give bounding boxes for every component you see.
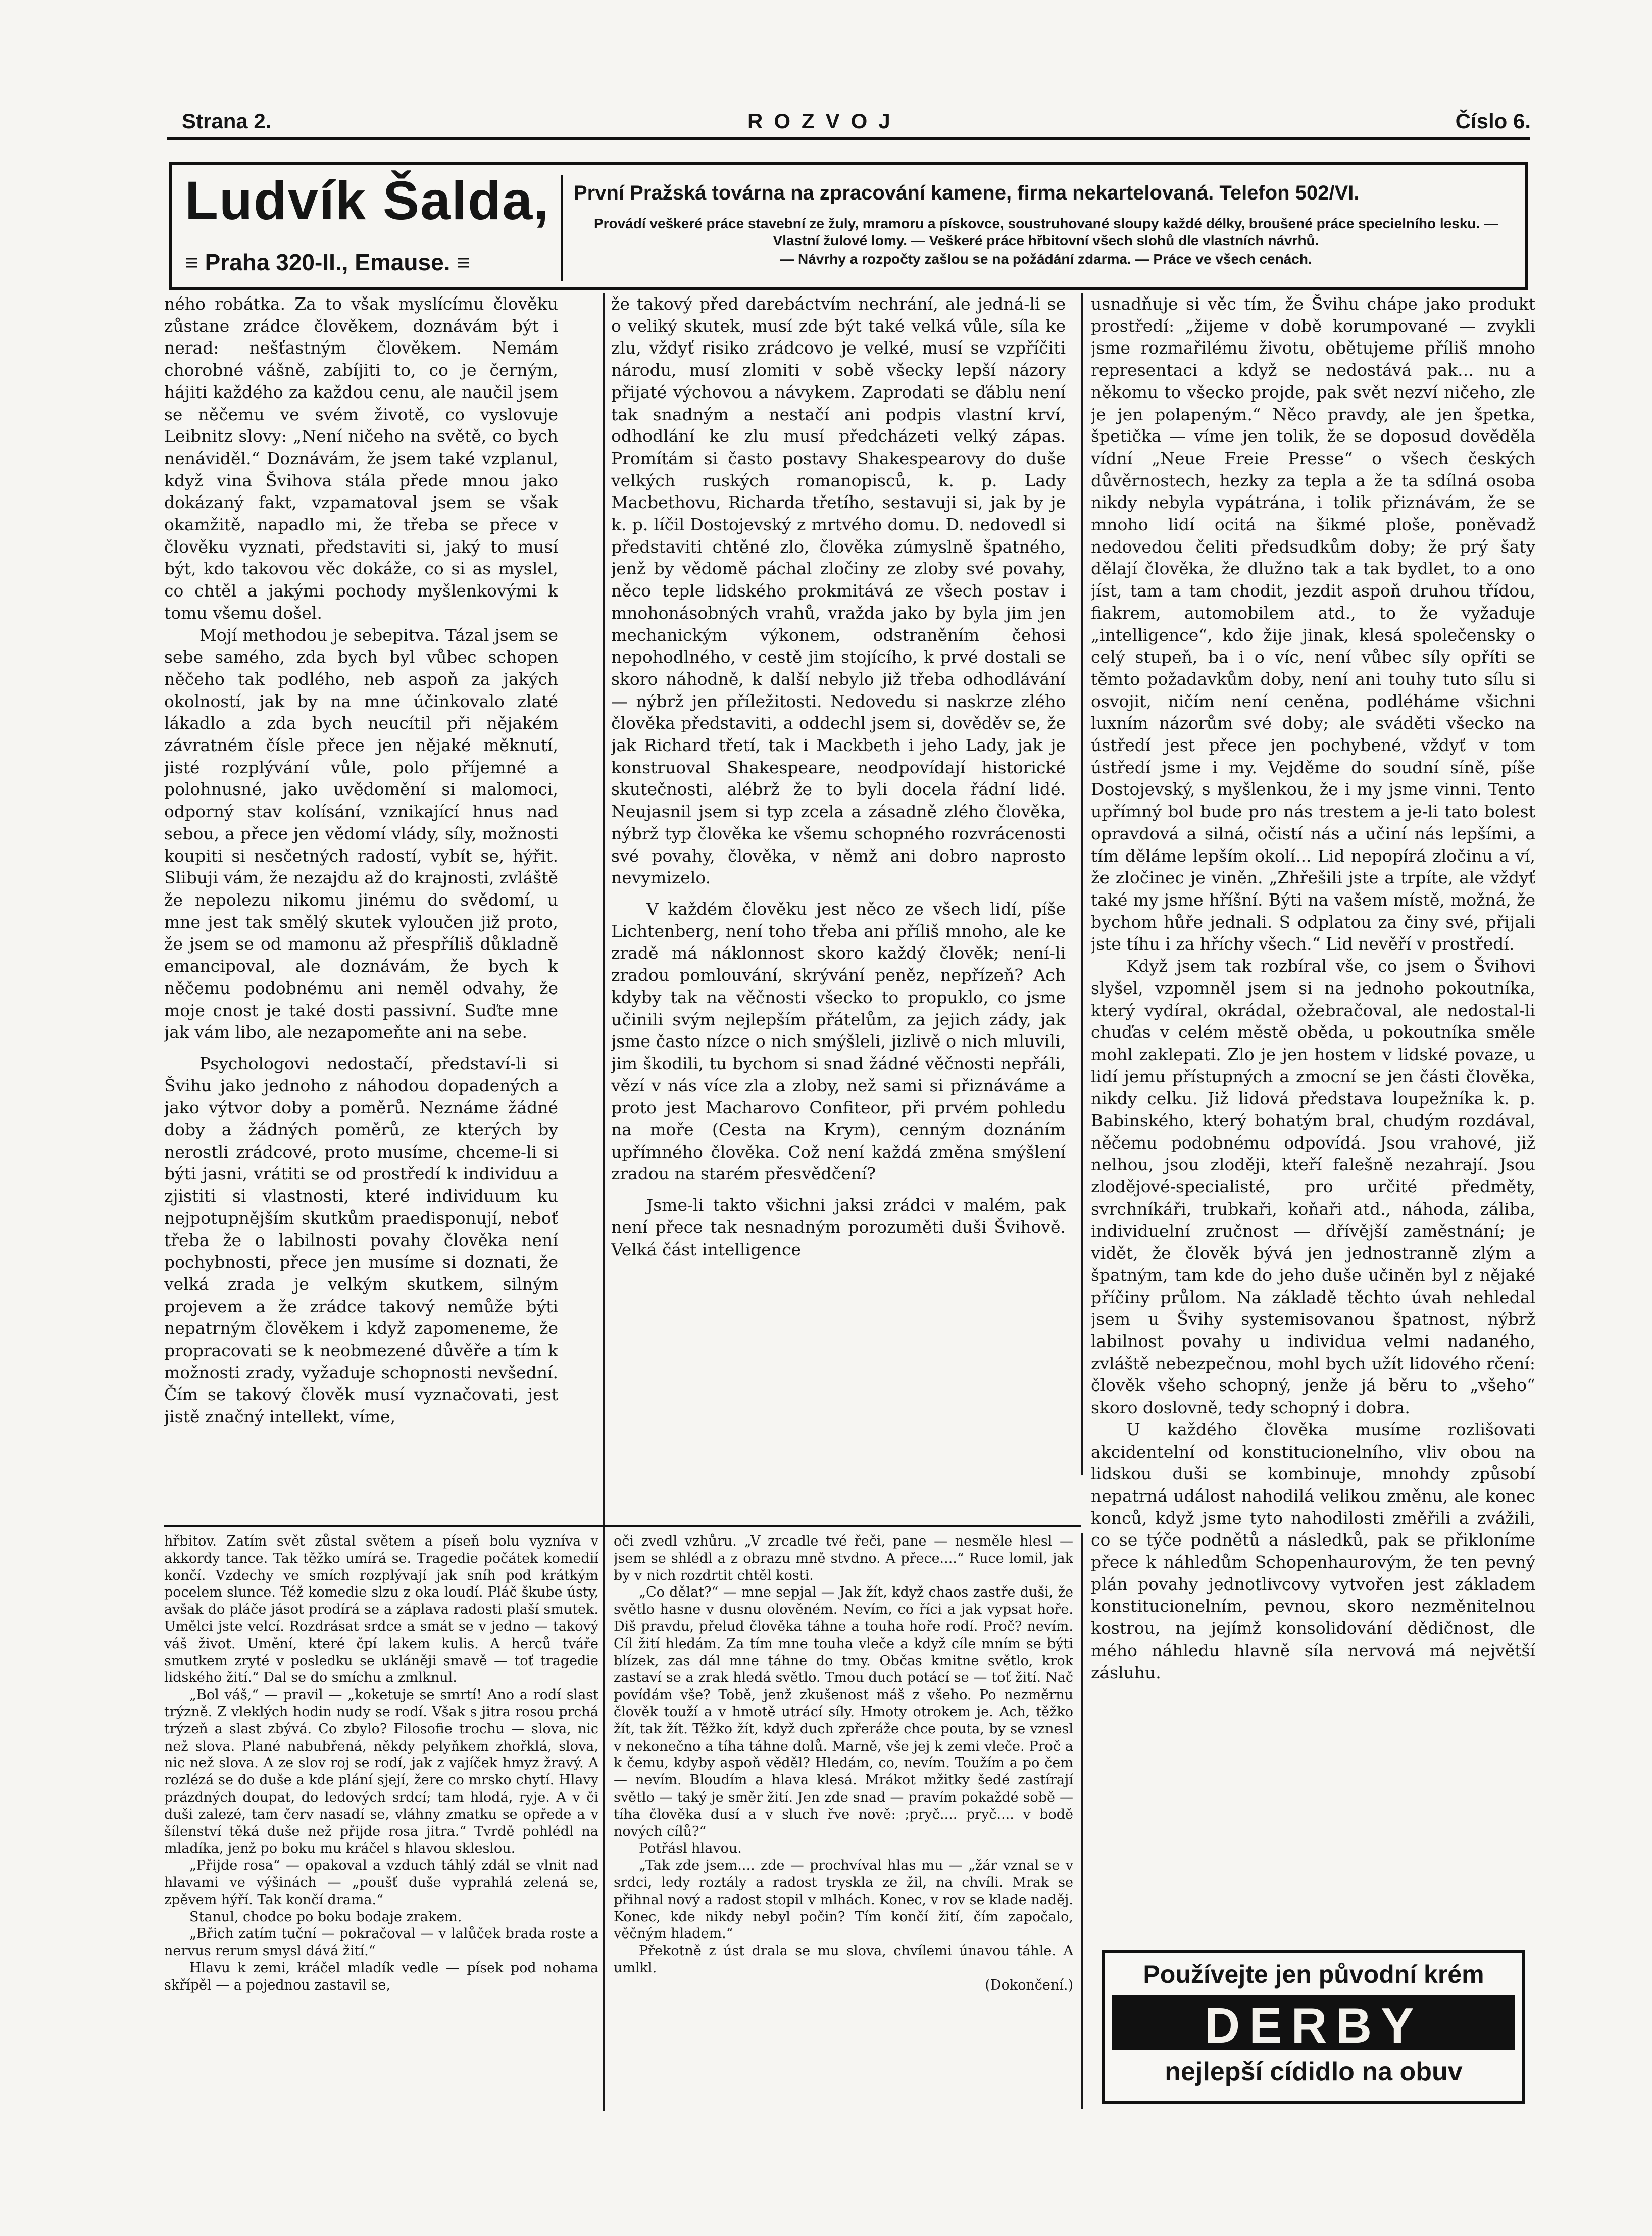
feuilleton-rule bbox=[164, 1525, 1081, 1527]
paragraph: Psychologovi nedostačí, představí-li si Švihu jako jednoho z náhodou dopadených a jako výtvor doby a poměrů. Neznáme žádné doby a žádných poměrů, ze kterých by nerostli zrádcové, proto musíme, chceme-li si býti jasni, vrátiti se od prostředí k individuu a zjistiti si vlastnosti, které individuum ku nejpotupnějším skutkům praedisponují, neboť třeba že o labilnosti povahy člověka není pochybnosti, přece jen musíme si doznati, že velká zrada je velkým skutkem, silným projevem a že zrádce takový nemůže býti nepatrným člověkem i když zapomeneme, že propracovati se k neobmezené důvěře a tím k možnosti zrady, vyžaduje schopnosti nevšední. Čím se takový člověk musí vyznačovati, jest jistě značný intellekt, víme, bbox=[164, 1053, 558, 1427]
paragraph: Jsme-li takto všichni jaksi zrádci v malém, pak není přece tak nesnadným porozuměti duši Švihově. Velká část intelligence bbox=[611, 1195, 1066, 1259]
derby-tagline-bottom: nejlepší cídidlo na obuv bbox=[1165, 2057, 1463, 2086]
derby-brand-band bbox=[1112, 1995, 1515, 2053]
paragraph: „Co dělat?“ — mne sepjal — Jak žít, když chaos zastře duši, že světlo hasne v dusnu olověném. Nevím, co říci a jak vypsat hoře. Diš pravdu, přelud člověka táhne a touha hoře rodí. Proč? nevím. Cíl žití hledám. Za tím mne touha vleče a když cíle mním se býti blízek, zas dál mne táhne do tmy. Občas kmitne světlo, krok zastaví se a zrak hledá světlo. Tmou duch potácí se — toť žití. Nač povídám vše? Tobě, jenž zkušenost máš z všeho. Po nezměrnu člověk touží a v hmotě utrácí síly. Hmoty otrokem je. Ach, těžko žít, tak žít. Těžko žít, když duch zpřeráže chce pouta, by se vznesl v nekonečno a tíha táhne dolů. Marně, vše jej k zemi vleče. Proč a k čemu, kdyby aspoň věděl? Hledám, co, nevím. Toužím a po čem — nevím. Bloudím a hlava klesá. Mrákot mžitky šedé zastírají světlo — taký je směr žití. Jen zde snad — pravím pokaždé sobě — tíha člověka dusí a v sluch řve nově: ;pryč.... pryč.... v bodě nových cílů?“ bbox=[614, 1584, 1073, 1840]
derby-advertisement bbox=[1102, 1950, 1525, 2104]
header-rule bbox=[167, 137, 1530, 140]
article-column-3 bbox=[1091, 293, 1535, 1929]
salda-advertisement bbox=[169, 162, 1528, 290]
paragraph: usnadňuje si věc tím, že Švihu chápe jako produkt prostředí: „žijeme v době korumpované — zvykli jsme rozmařilému životu, obětujeme příliš mnoho representaci a když se nedostává pak... nu a někomu to všecko projde, pak svět nezví ničeho, zle je jen polapeným.“ Něco pravdy, ale jen špetka, špetička — víme jen tolik, že se doposud dověděla vídní „Neue Freie Presse“ o všech českých důvěrnostech, hezky za tepla a že ta sdílná osoba nikdy nebyla vypátrána, i tolik přiznávám, že se mnoho lidí ocitá na šikmé ploše, poněvadž nedovedou čeliti předsudkům doby; že prý šaty dělají člověka, že dlužno tak a tak bydlet, to a ono jíst, tam a tam chodit, jezdit aspoň druhou třídou, fiakrem, automobilem atd., to že vyžaduje „intelligence“, kdo žije jinak, klesá společensky o celý stupeň, ba i o víc, není vůbec síly opříti se těmto požadavkům doby, není ani touhy tuto sílu si osvojit, ničím není ceněna, podléháme všichni luxním názorům své doby; ale sváděti všecko na ústředí jest přece jen pochybené, vždyť v tom ústředí jsme i my. Vejděme do soudní síně, píše Dostojevský, s myšlenkou, že i my jsme vinni. Tento upřímný bol bude pro nás trestem a je-li tato bolest opravdová a silná, očistí nás a učiní nás lepšími, a tím děláme lepším okolí... Lid nepopírá zločinu a ví, že zločinec je viněn. „Zhřešili jste a trpíte, ale vždyť také my jsme hříšní. Býti na vašem místě, možná, že bychom hůře jednali. S odplatou za činy své, přijali jste tíhu i za hříchy všech.“ Lid nevěří v prostředí. bbox=[1091, 294, 1535, 954]
article-column-2 bbox=[611, 293, 1066, 1480]
paragraph: U každého člověka musíme rozlišovati akcidentelní od konstitucionelního, vliv obou na lidskou duši se kombinuje, mnohdy způsobí nepatrná událost nahodilá velikou změnu, ale konec konců, když jsme tyto nahodilosti změřili a zvážili, co se týče podnětů a následků, pak se přikloníme přece k náhledům Schopenhaurovým, že ten pevný plán povahy jednotlivcovy vytvořen jest základem konstitucionelním, pevnou, skoro nezměnitelnou kostrou, na jejímž konsolidování dědičnost, dle mého náhledu hlavně síla nervová má největší zásluhu. bbox=[1091, 1419, 1535, 1682]
derby-brand-name: DERBY bbox=[1204, 1998, 1423, 2053]
paragraph: ného robátka. Za to však myslícímu člověku zůstane zrádce člověkem, doznávám být i nerad: nešťastným člověkem. Nemám chorobné vášně, zabíjiti to, co je černým, hájiti každého za každou cenu, ale naučil jsem se něčemu ve svém životě, co vyslovuje Leibnitz slovy: „Není ničeho na světě, co bych nenáviděl.“ Doznávám, že jsem také vzplanul, když vina Švihova stála přede mnou jako dokázaný fakt, vzpamatoval jsem se však okamžitě, napadlo mi, že třeba se přece v člověku vyznati, představiti si, jaký to musí být, kdo takovou věc dokáže, co si as myslel, co chtěl a jakými pochody myšlenkovými k tomu všemu došel. bbox=[164, 294, 558, 623]
paragraph: „Přijde rosa“ — opakoval a vzduch táhlý zdál se vlnit nad hlavami ve výšinách — „poušť duše vyprahlá zelená se, zpěvem hýří. Tak končí drama.“ bbox=[164, 1858, 598, 1908]
paragraph: že takový před darebáctvím nechrání, ale jedná-li se o veliký skutek, musí zde být také velká vůle, síla ke zlu, vždyť risiko zrádcovo je velké, musí se vzpříčiti národu, musí zlomiti v sobě všecky lepší názory přijaté výchovou a návykem. Zaprodati se ďáblu není tak snadným a nestačí ani podpis vlastní krví, odhodlání ke zlu musí předcházeti velký zápas. Promítám si často postavy Shakespearovy do duše velkých ruských romanopisců, k. p. Lady Macbethovu, Richarda třetího, sestavuji si, jak by je k. p. líčil Dostojevský z mrtvého domu. D. nedovedl si představiti chtěné zlo, člověka zúmyslně špatného, jenž by vědomě páchal zločiny ze zloby své povahy, něco teple lidského prokmitává ze všech postav i mnohonásobných vrahů, vražda jako by byla jim jen mechanickým výkonem, odstraněním čehosi nepohodlného, v cestě jim stojícího, k prvé dostali se skoro náhodně, k další nebylo již třeba odhodlávání — nýbrž jen příležitosti. Nedovedu si naskrze zlého člověka představiti, a oddechl jsem si, dověděv se, že jak Richard třetí, tak i Mackbeth i jeho Lady, jak je konstruoval Shakespeare, neodpovídají historické skutečnosti, alébrž že to byli docela řádní lidé. Neujasnil jsem si typ zcela a zásadně zlého člověka, nýbrž typ člověka ke všemu schopného rozvrácenosti své povahy, člověka, v němž ani dobro naprosto nevymizelo. bbox=[611, 294, 1066, 888]
feuilleton-column-1 bbox=[164, 1533, 598, 2104]
paragraph: Překotně z úst drala se mu slova, chvílemi únavou táhle. A umlkl. bbox=[614, 1943, 1073, 1976]
paragraph: Hlavu k zemi, kráčel mladík vedle — písek pod nohama skřípěl — a pojednou zastavil se, bbox=[164, 1960, 598, 1993]
ad-address: ≡ Praha 320-II., Emause. ≡ bbox=[185, 249, 471, 275]
feuilleton-column-2 bbox=[614, 1533, 1073, 2104]
issue-number: Číslo 6. bbox=[1455, 109, 1531, 133]
ad-divider bbox=[561, 175, 563, 281]
column-divider bbox=[603, 293, 605, 2111]
paragraph: „Tak zde jsem.... zde — prochvíval hlas mu — „žár vznal se v srdci, ledy roztály a radost tryskla ze žil, na chvíli. Mrak se přihnal nový a radost stopil v mlhách. Konec, v rov se klade naděj. Konec, kde nikdy nebyl počin? Tím končí žití, čím započalo, věčným hladem.“ bbox=[614, 1858, 1073, 1942]
paragraph: „Bol váš,“ — pravil — „koketuje se smrtí! Ano a rodí slast trýzně. Z vleklých hodin nudy se rodí. Však s jitra rosou prchá trýzeň a slast zbývá. Co zbylo? Filosofie trochu — slova, nic než slova. Plané nabubřená, někdy pelyňkem zhořklá, slova, nic než slova. A ze slov roj se rodí, jak z vajíček hmyz žravý. A rozlézá se do duše a kde plání sjejí, žere co mrsko chytí. Hlavy prázdných doupat, do ledových srdcí; tam hlodá, ryje. A v či duši zalezé, tam červ nasadí se, vláhny zmatku se opřede a v šílenství těká duše než přijde rosa jitra.“ Tvrdě pohlédl na mladíka, jenž po boku mu kráčel s hlavou skleslou. bbox=[164, 1687, 598, 1857]
column-divider bbox=[1081, 293, 1083, 1475]
ad-footer-note: — Návrhy a rozpočty zašlou se na požádání zdarma. — Práce ve všech cenách. bbox=[780, 251, 1312, 267]
to-be-continued: (Dokončení.) bbox=[985, 1977, 1073, 1993]
ad-headline: První Pražská továrna na zpracování kamene, firma nekartelovaná. Telefon 502/VI. bbox=[574, 182, 1360, 204]
paragraph: „Břich zatím tuční — pokračoval — v lalůček brada roste a nervus rerum smysl dává žití.“ bbox=[164, 1926, 598, 1959]
paragraph: oči zvedl vzhůru. „V zrcadle tvé řeči, pane — nesměle hlesl — jsem se shlédl a z obrazu mně stvdno. A přece....“ Ruce lomil, jak by v nich rozdrtit chtěl kosti. bbox=[614, 1533, 1073, 1583]
paragraph: Když jsem tak rozbíral vše, co jsem o Švihovi slyšel, vzpomněl jsem si na jednoho pokoutníka, který vydíral, okrádal, ožebračoval, ale nedostal-li chuďas v celém městě oběda, u pokoutníka směle mohl zaklepati. Zlo je jen hostem v lidské povaze, u lidí jemu přístupných a zmocní se jen části člověka, nikdy celku. Již lidová představa loupežníka k. p. Babinského, který bohatým bral, chudým rozdával, něčemu podobnému odpovídá. Jsou vrahové, již nelhou, jsou zloději, kteří falešně nezahrají. Jsou zlodějové-specialisté, pro určité předměty, svrchníkáři, trubkaři, koňaři atd., náhoda, záliba, individuelní zručnost — dřívější zaměstnání; je vidět, že člověk bývá jen jednostranně zlým a špatným, tam kde do jeho duše učiněn byl z nějaké příčiny průlom. Na základě těchto úvah nehledal jsem u Švihy systemisovanou špatnost, nýbrž labilnost povahy u individua velmi nadaného, zvláště nebezpečnou, mohl bych užít lidového rčení: člověk všeho schopný, jenže já běru to „všeho“ skoro doslovně, tedy schopný i dobra. bbox=[1091, 956, 1535, 1418]
derby-tagline-top: Používejte jen původní krém bbox=[1143, 1960, 1484, 1989]
column-divider bbox=[1081, 1533, 1083, 2109]
paragraph: hřbitov. Zatím svět zůstal světem a píseň bolu vyzníva v akkordy tance. Tak těžko umírá se. Tragedie počátek komedií končí. Vzdechy ve smích rozplývají jak sníh pod krátkým pocelem slunce. Též komedie slzu z oka loudí. Pláč škube ústy, avšak do pláče jásot prodírá se a záplava radosti plaší smutek. Umělci jste velcí. Rozdrásat srdce a smát se v jedno — takový váš život. Umění, které čpí lakem kulis. A herců tváře smutkem zryté v posledku se ukláněji smavě — toť tragedie lidského žití.“ Dal se do smíchu a zmlknul. bbox=[164, 1533, 598, 1686]
paragraph: Mojí methodou je sebepitva. Tázal jsem se sebe samého, zda bych byl vůbec schopen něčeho tak podlého, neb aspoň za jakých okolností, jak by na mne účinkovalo zlaté lákadlo a zda bych neucítil při nějakém závratném čísle přece jen nějaké měknutí, jisté rozplývání vůle, polo příjemné a polohnusné, jako uvědomění si malomoci, odporný stav kolísání, vznikající hnus nad sebou, a přece jen vědomí vlády, síly, možnosti koupiti si nesčetných radostí, vybít se, hýřit. Slibuji vám, že nezajdu až do krajnosti, zvláště že nepolezu nikomu jinému do svědomí, u mne jest tak smělý skutek vyloučen již proto, že jsem se od mamonu až přespříliš důkladně emancipoval, ale doznávám, že bych k něčemu podobnému ani neměl odvahy, že moje cnost je také dosti passivní. Suďte mne jak vám libo, ale nezapomeňte ani na sebe. bbox=[164, 625, 558, 1042]
masthead-title: ROZVOJ bbox=[747, 109, 902, 133]
paragraph: Stanul, chodce po boku bodaje zrakem. bbox=[189, 1909, 462, 1925]
article-column-1 bbox=[164, 293, 558, 1515]
paragraph: V každém člověku jest něco ze všech lidí, píše Lichtenberg, není toho třeba ani příliš mnoho, ale ke zradě má náklonnost skoro každý člověk; není-li zradou pomlouvání, skrývání peněz, nepřízeň? Ach kdyby tak na věčnosti všecko to propuklo, co jsme učinili svým nejlepším přátelům, za jejich zády, jak jsme často nízce o nich smýšleli, jizlivě o nich mluvili, jim škodili, tu bychom si snad žádné věčnosti nepřáli, vězí v nás více zla a zloby, než sami si přiznáváme a proto jest Macharovo Confiteor, při prvém pohledu na moře (Cesta na Krym), cenným doznáním upřímného člověka. Což není každá změna smýšlení zradou na starém přesvědčení? bbox=[611, 899, 1066, 1184]
page-number: Strana 2. bbox=[182, 109, 272, 133]
ad-company-name: Ludvík Šalda, bbox=[185, 170, 550, 231]
paragraph: Potřásl hlavou. bbox=[639, 1841, 742, 1857]
ad-description: Provádí veškeré práce stavební ze žuly, mramoru a pískovce, soustruhované sloupy každé délky, broušené práce specielního lesku. — Vlastní žulové lomy. — Veškeré práce hřbitovní všech slohů dle vlastních návrhů. bbox=[593, 216, 1498, 249]
